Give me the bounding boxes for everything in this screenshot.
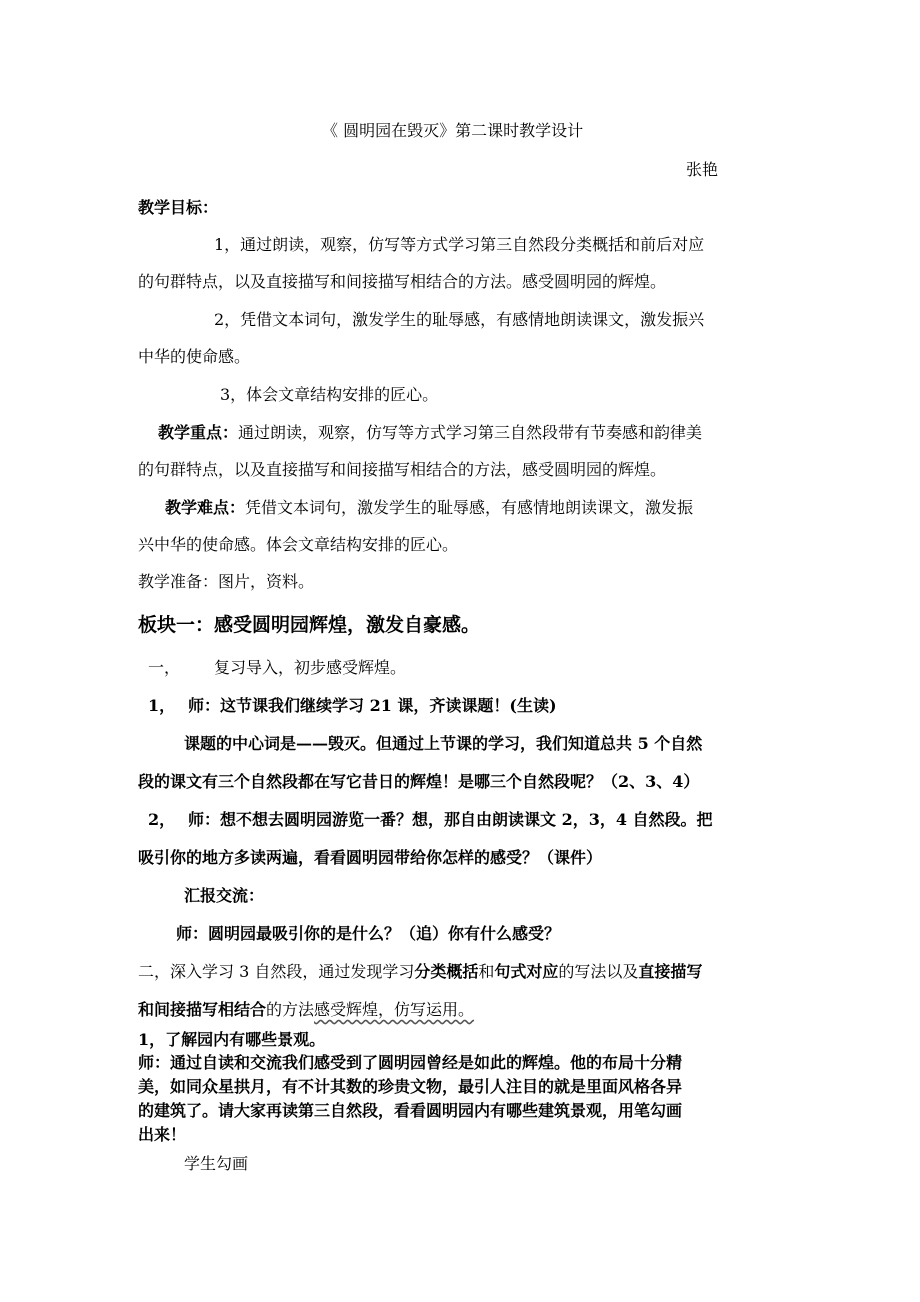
- author-name: 张艳: [686, 160, 719, 179]
- objective-1-line-2: 的句群特点，以及直接描写和间接描写相结合的方法。感受圆明园的辉煌。: [138, 272, 667, 291]
- step-2-part-3: 的写法以及: [558, 962, 639, 981]
- section-1-heading: 板块一：感受圆明园辉煌，激发自豪感。: [138, 614, 481, 636]
- teacher-question: 师：圆明园最吸引你的是什么？（追）你有什么感受？: [176, 924, 561, 943]
- step-1-2-text: 师：想不想去圆明园游览一番？想，那自由朗读课文 2，3，4 自然段。把: [188, 810, 713, 829]
- objective-2-line-2: 中华的使命感。: [138, 347, 251, 366]
- key-point-text: 通过朗读，观察，仿写等方式学习第三自然段带有节奏感和韵律美: [238, 423, 703, 442]
- step-2-line-2-normal: 的方法: [266, 1000, 315, 1019]
- step-2-bold-3: 直接描写: [638, 962, 703, 981]
- teacher-para-line-3: 的建筑了。请大家再读第三自然段，看看圆明园内有哪些建筑景观，用笔勾画: [138, 1101, 683, 1120]
- step-1-1-cont-line-1: 课题的中心词是——毁灭。但通过上节课的学习，我们知道总共 5 个自然: [184, 734, 703, 753]
- step-1-2-number: 2，: [148, 810, 176, 829]
- teacher-para-line-2: 美，如同众星拱月，有不计其数的珍贵文物，最引人注目的就是里面风格各异: [138, 1077, 683, 1096]
- step-2-line-2-bold: 和间接描写相结合: [138, 1000, 267, 1019]
- item-1-heading: 1，了解园内有哪些景观。: [138, 1030, 326, 1049]
- teacher-para-line-1: 师：通过自读和交流我们感受到了圆明园曾经是如此的辉煌。他的布局十分精: [138, 1053, 683, 1072]
- difficulty-line-1: [165, 498, 693, 518]
- step-2-bold-1: 分类概括: [414, 962, 479, 981]
- difficulty-label: 教学难点：: [165, 498, 246, 517]
- step-2-line-2-wavy: 感受辉煌，仿写运用。: [314, 1000, 475, 1019]
- objective-3: 3，体会文章结构安排的匠心。: [220, 385, 439, 404]
- student-action: 学生勾画: [184, 1154, 249, 1173]
- key-point-label: 教学重点：: [158, 423, 239, 442]
- step-2-part-2: 和: [478, 962, 495, 981]
- step-2-line-1: [138, 962, 702, 982]
- objectives-heading: 教学目标：: [138, 198, 219, 217]
- key-point-line-2: 的句群特点，以及直接描写和间接描写相结合的方法，感受圆明园的辉煌。: [138, 460, 667, 479]
- step-1-2-cont: 吸引你的地方多读两遍，看看圆明园带给你怎样的感受？（课件）: [138, 848, 603, 867]
- step-1-1-cont-line-2: 段的课文有三个自然段都在写它昔日的辉煌！是哪三个自然段呢？（2、3、4）: [138, 772, 700, 791]
- objective-1-line-1: 1，通过朗读，观察，仿写等方式学习第三自然段分类概括和前后对应: [214, 235, 705, 254]
- step-1-1-number: 1，: [148, 696, 176, 715]
- preparation: 教学准备：图片，资料。: [138, 572, 315, 591]
- step-2-part-1: 二，深入学习 3 自然段，通过发现学习: [138, 962, 415, 981]
- step-1-text: 复习导入，初步感受辉煌。: [214, 658, 407, 677]
- step-1-number: 一，: [148, 658, 181, 677]
- objective-2-line-1: 2，凭借文本词句，激发学生的耻辱感，有感情地朗读课文，激发振兴: [214, 310, 705, 329]
- step-1-1-text: 师：这节课我们继续学习 21 课，齐读课题！(生读): [188, 696, 557, 715]
- difficulty-text: 凭借文本词句，激发学生的耻辱感，有感情地朗读课文，激发振: [245, 498, 694, 517]
- step-2-bold-2: 句式对应: [494, 962, 559, 981]
- document-title: 《 圆明园在毁灭》第二课时教学设计: [322, 121, 584, 140]
- key-point-line-1: [158, 423, 702, 443]
- difficulty-line-2: 兴中华的使命感。体会文章结构安排的匠心。: [138, 535, 459, 554]
- report-exchange: 汇报交流：: [184, 886, 265, 905]
- step-2-line-2: [138, 1000, 474, 1020]
- teacher-para-line-4: 出来！: [138, 1125, 187, 1144]
